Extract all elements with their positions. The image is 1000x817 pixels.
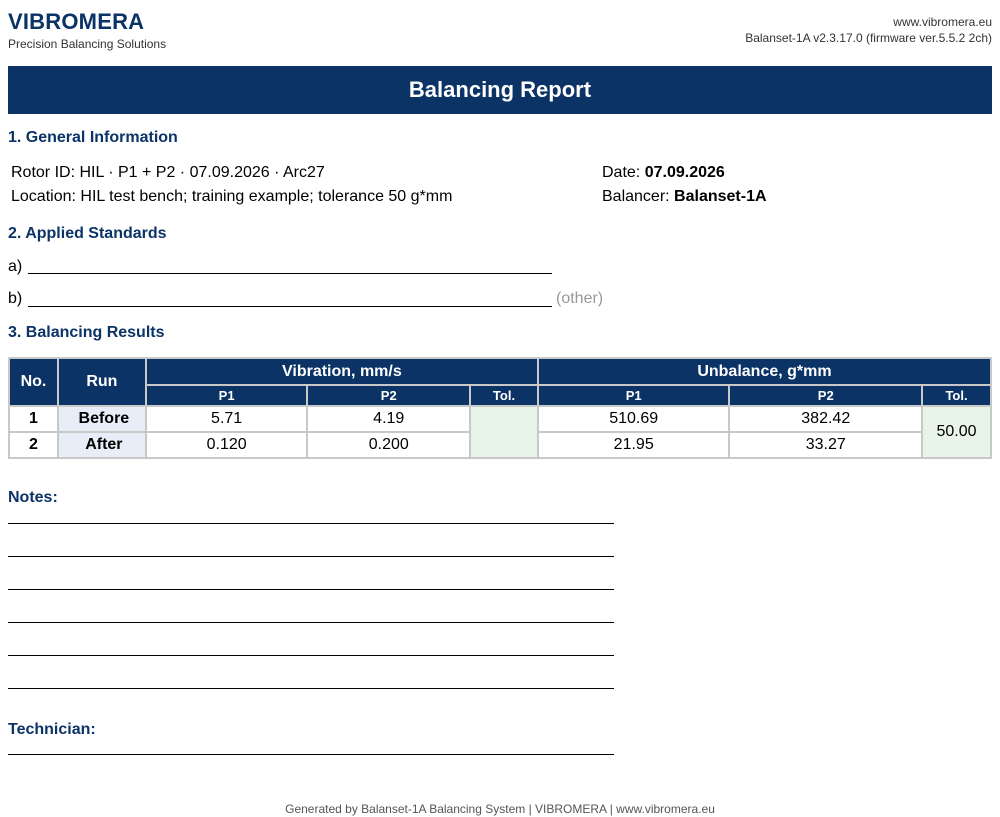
notes-line bbox=[8, 622, 614, 623]
vib-tol-value bbox=[470, 406, 538, 458]
notes-line bbox=[8, 655, 614, 656]
row-no: 1 bbox=[9, 406, 58, 432]
vib-p1-value: 0.120 bbox=[146, 432, 308, 458]
date-label: Date: bbox=[602, 164, 641, 181]
brand-logo: VIBROMERA bbox=[8, 9, 145, 34]
standard-b-label: b) bbox=[8, 290, 23, 307]
balancer-value: Balanset-1A bbox=[674, 188, 767, 205]
results-table bbox=[8, 357, 992, 459]
table-row bbox=[9, 406, 991, 432]
notes-heading: Notes: bbox=[8, 489, 58, 506]
row-run: Before bbox=[58, 406, 146, 432]
row-no: 2 bbox=[9, 432, 58, 458]
vib-p2-header: P2 bbox=[307, 385, 470, 406]
unb-p2-header: P2 bbox=[729, 385, 922, 406]
website: www.vibromera.eu bbox=[893, 15, 992, 29]
unb-tol-value: 50.00 bbox=[922, 406, 991, 458]
balancer-field bbox=[602, 188, 767, 206]
section-general-heading: 1. General Information bbox=[8, 129, 178, 146]
balancer-label: Balancer: bbox=[602, 188, 670, 205]
section-standards-heading: 2. Applied Standards bbox=[8, 225, 167, 242]
unb-p2-value: 382.42 bbox=[729, 406, 922, 432]
vib-tol-header: Tol. bbox=[470, 385, 538, 406]
location: Location: HIL test bench; training example; tolerance 50 g*mm bbox=[11, 188, 453, 205]
technician-heading: Technician: bbox=[8, 721, 96, 738]
vib-p2-value: 0.200 bbox=[307, 432, 470, 458]
brand-tagline: Precision Balancing Solutions bbox=[8, 37, 167, 51]
standard-a-line bbox=[28, 273, 552, 274]
unb-tol-header: Tol. bbox=[922, 385, 991, 406]
unb-p1-header: P1 bbox=[538, 385, 730, 406]
vibration-group-header: Vibration, mm/s bbox=[146, 358, 538, 385]
section-results-heading: 3. Balancing Results bbox=[8, 324, 165, 341]
unb-p1-value: 510.69 bbox=[538, 406, 730, 432]
vib-p2-value: 4.19 bbox=[307, 406, 470, 432]
standard-a-label: a) bbox=[8, 258, 23, 275]
report-title: Balancing Report bbox=[8, 66, 992, 114]
notes-line bbox=[8, 556, 614, 557]
col-run-header: Run bbox=[58, 358, 146, 406]
unb-p1-value: 21.95 bbox=[538, 432, 730, 458]
standard-b-line bbox=[28, 306, 552, 307]
date-field bbox=[602, 164, 725, 182]
notes-line bbox=[8, 523, 614, 524]
footer: Generated by Balanset-1A Balancing System | VIBROMERA | www.vibromera.eu bbox=[285, 802, 715, 816]
unb-p2-value: 33.27 bbox=[729, 432, 922, 458]
standard-other-hint: (other) bbox=[556, 290, 604, 307]
notes-line bbox=[8, 688, 614, 689]
vib-p1-header: P1 bbox=[146, 385, 308, 406]
row-run: After bbox=[58, 432, 146, 458]
notes-line bbox=[8, 589, 614, 590]
technician-signature-line bbox=[8, 754, 614, 755]
vib-p1-value: 5.71 bbox=[146, 406, 308, 432]
col-no-header: No. bbox=[9, 358, 58, 406]
unbalance-group-header: Unbalance, g*mm bbox=[538, 358, 991, 385]
rotor-id: Rotor ID: HIL · P1 + P2 · 07.09.2026 · Arc27 bbox=[11, 164, 325, 181]
software-version: Balanset-1A v2.3.17.0 (firmware ver.5.5.2 2ch) bbox=[745, 31, 992, 45]
date-value: 07.09.2026 bbox=[644, 164, 725, 181]
